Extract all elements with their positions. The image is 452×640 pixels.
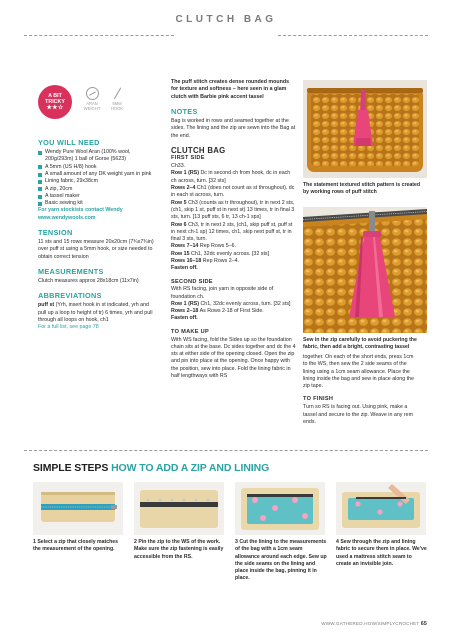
yarn-weight-line1: ARAN (86, 101, 98, 106)
step-3-caption: 3 Cut the lining to the measurements of the bag with a 1cm seam allowance around each edge. Sew up the side seams on the lining and place inside the bag, pinning it in place. (235, 539, 327, 582)
measurements-heading: MEASUREMENTS (38, 266, 104, 276)
pattern-row: Rows 2–4 Ch1 (does not count as st throughout), dc in each st across, turn. (171, 185, 295, 199)
pattern-row: Fasten off. (171, 315, 198, 322)
step-2-caption: 2 Pin the zip to the WS of the work. Make sure the zip fastening is easily accessible from the RS. (134, 539, 224, 560)
notes-text: Bag is worked in rows and seamed together at the sides. The lining and the zip are sewn into the Bag at the end. (171, 117, 296, 139)
make-up-continued-text: together. On each of the short ends, press 1cm to the WS, then sew the 2 side seams of the lining using a 1cm seam allowance. Place the lining inside the bag and sew in place along the zip tape. (303, 354, 415, 390)
tension-text: 11 sts and 15 rows measure 20x20cm (7¾x7¾in) over puff st using a 5mm hook, or size needed to obtain correct tension (38, 239, 154, 260)
list-item: Basic sewing kit (38, 200, 156, 207)
list-item: Wendy Pure Wool Aran (100% wool, 200g/293m) 1 ball of Gorse (5623) (38, 149, 156, 164)
clutch-photo-zip (303, 207, 427, 333)
abbreviation-entry: puff st (Yrh, insert hook in st indicated, yrh and pull up a loop to height of tr) 6 times, yrh and pull through all loops on hook, ch1 (38, 302, 153, 323)
page-footer (321, 621, 427, 628)
pattern-row: With RS facing, join yarn in opposite side of foundation ch. (171, 286, 274, 300)
steps-title-sub: HOW TO ADD A ZIP AND LINING (111, 462, 270, 474)
clutch-photo-top (303, 80, 427, 178)
you-will-need-heading: YOU WILL NEED (38, 138, 100, 147)
pattern-row: Ch33. (171, 163, 186, 170)
step-1-caption: 1 Select a zip that closely matches the measurement of the opening. (33, 539, 119, 553)
first-side-heading: FIRST SIDE (171, 155, 205, 162)
abbreviations-heading: ABBREVIATIONS (38, 291, 102, 301)
make-up-text: With WS facing, fold the Sides up so the foundation chain sits at the base. Dc sides together and dc the 4 sts at either side of the opening closed. Open the zip and pin into place at the opening. Once happy with the position, sew into place. Fold the lining fabric in half lengthways with RS (171, 336, 296, 379)
intro-text: The puff stitch creates dense rounded mounds for texture and softness – here seen in a glam clutch with Barbie pink accent tassel (171, 79, 290, 100)
notes-heading: NOTES (171, 106, 198, 116)
yarn-weight-line2: WEIGHT (83, 105, 101, 111)
pattern-column (171, 79, 297, 380)
badge-line1: A BIT (48, 93, 62, 99)
hook-size-line1: 5MM (112, 101, 122, 106)
photo-caption-top: The statement textured stitch pattern is created by working rows of puff stitch (303, 182, 421, 196)
step-2-image (134, 482, 224, 535)
list-item: A small amount of any DK weight yarn in pink (38, 171, 156, 178)
measurements-text: Clutch measures approx 28x18cm (11x7in) (38, 278, 139, 285)
page-number: 65 (420, 621, 427, 627)
tension-heading: TENSION (38, 228, 73, 238)
steps-title-main: SIMPLE STEPS (33, 462, 109, 474)
to-finish-heading: TO FINISH (303, 396, 334, 403)
pattern-row: Row 15 Ch1, 32dc evenly across. [32 sts] (171, 250, 270, 257)
step-1-image (33, 482, 123, 535)
page-title: CLUTCH BAG (175, 14, 277, 25)
pattern-row: Fasten off. (171, 265, 198, 272)
pattern-row: Rows 2–18 As Rows 2-18 of First Side. (171, 308, 264, 315)
to-finish-text: Turn so RS is facing out. Using pink, make a tassel and secure to the zip. Weave in any rem ends. (303, 404, 414, 425)
pattern-heading: CLUTCH BAG (171, 145, 226, 155)
hook-size-block (105, 87, 129, 112)
list-item: A 5mm (US H/8) hook (38, 164, 156, 171)
yarn-icon (86, 87, 99, 100)
pattern-row: Rows 7–14 Rep Rows 5–6. (171, 243, 237, 250)
make-up-heading: TO MAKE UP (171, 328, 210, 335)
pattern-row: Rows 16–18 Rep Rows 2–4. (171, 257, 240, 264)
step-3-image (235, 482, 325, 535)
badge-line2: TRICKY (45, 98, 65, 105)
hook-size-line2: HOOK (110, 105, 124, 111)
list-item: A tassel maker (38, 193, 156, 200)
abbreviations-link[interactable]: For a full list, see page 78 (38, 324, 99, 331)
make-up-continued (303, 354, 418, 426)
step-4-caption: 4 Sew through the zip and lining fabric to secure them in place. We've used a mattress stitch seam to create an invisible join. (336, 539, 427, 567)
stockists-link[interactable]: For yarn stockists contact Wendy www.wendywools.com (38, 207, 123, 221)
skill-badge (38, 85, 72, 119)
yarn-weight-block (80, 87, 104, 112)
hook-icon (111, 87, 124, 100)
pattern-row: Row 1 (RS) Dc in second ch from hook, dc in each ch across, turn. [32 sts] (171, 170, 291, 184)
header-rule-right (278, 35, 428, 36)
photo-caption-zip: Sew in the zip carefully to avoid puckering the fabric, then add a bright, contrasting tassel (303, 337, 417, 351)
step-4-image (336, 482, 426, 535)
skill-stars: ★★☆ (46, 105, 64, 112)
pattern-row: Row 1 (RS) Ch1, 32dc evenly across, turn. [32 sts] (171, 300, 291, 307)
header-rule-left (24, 35, 174, 36)
list-item: Lining fabric, 29x38cm (38, 178, 156, 185)
list-item: A zip, 20cm (38, 186, 156, 193)
simple-steps-title (33, 461, 269, 475)
sidebar-info (38, 138, 156, 332)
pattern-row: Row 6 Ch3, tr in next 2 sts, (ch1, skip puff st, puff st in next ch-1 sp) 12 times, ch1, skip next puff st, tr in final 3 sts, turn. (171, 221, 293, 243)
pattern-row: Row 5 Ch3 (counts as tr throughout), tr in next 2 sts, (ch1, skip 1 st, puff st in next st) 13 times, tr in final 3 sts, turn. [13 puff sts, 6 tr, 13 ch-1 sps] (171, 199, 295, 221)
footer-url[interactable]: WWW.GATHERED.HOW/SIMPLYCROCHET (321, 621, 420, 626)
second-side-heading: SECOND SIDE (171, 278, 213, 285)
